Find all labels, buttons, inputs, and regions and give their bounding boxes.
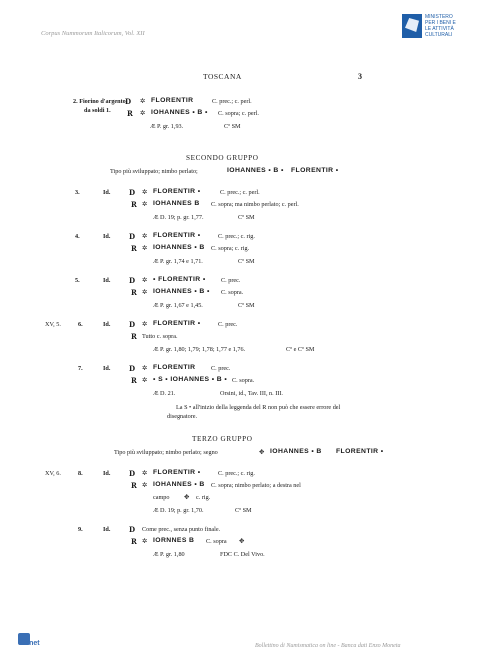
entry-6-number: 6. bbox=[78, 321, 83, 328]
entry-2-reverse-legend: IOHANNES • B • bbox=[151, 109, 208, 116]
entry-9-reverse-mark: R bbox=[131, 537, 137, 546]
group-2-legend-a: IOHANNES • B • bbox=[227, 167, 284, 174]
running-head-title: TOSCANA bbox=[203, 72, 242, 81]
entry-5-reverse-mark: R bbox=[131, 288, 137, 297]
entry-7-id: Id. bbox=[103, 365, 111, 372]
entry-7-flower-icon: ✲ bbox=[142, 364, 148, 372]
entry-7-obverse-desc: C. prec. bbox=[211, 365, 231, 372]
entry-4-obverse-legend: FLORENTIR • bbox=[153, 232, 201, 239]
entry-4-reverse-desc: C. sopra; c. rig. bbox=[211, 245, 250, 252]
entry-8-plate-ref: XV, 6. bbox=[45, 470, 61, 477]
entry-5-reverse-desc: C. sopra. bbox=[221, 289, 244, 296]
entry-6-obverse-legend: FLORENTIR • bbox=[153, 320, 201, 327]
entry-3-weight: Æ D. 19; p. gr. 1,77. bbox=[153, 214, 204, 221]
entry-8-field-desc: c. rig. bbox=[196, 494, 211, 501]
entry-3-number: 3. bbox=[75, 189, 80, 196]
entry-4-collection: Cº SM bbox=[238, 258, 255, 265]
entry-4-number: 4. bbox=[75, 233, 80, 240]
entry-6-weight: Æ P. gr. 1,80; 1,79; 1,78; 1,77 e 1,76. bbox=[153, 346, 246, 353]
page-number: 3 bbox=[358, 72, 363, 81]
entry-6-plate-ref: XV, 5. bbox=[45, 321, 61, 328]
entry-5-flower-icon: ✲ bbox=[142, 276, 148, 284]
series-title: Corpus Nummorum Italicorum, Vol. XII bbox=[41, 30, 145, 37]
entry-7-reverse-mark: R bbox=[131, 376, 137, 385]
entry-6-reverse-desc: Tutto c. sopra. bbox=[142, 333, 178, 340]
entry-5-id: Id. bbox=[103, 277, 111, 284]
entry-9-id: Id. bbox=[103, 526, 111, 533]
entry-7-note-2: disegnatore. bbox=[167, 413, 198, 420]
entry-2-weight: Æ P. gr. 1,93. bbox=[150, 123, 184, 130]
entry-3-obverse-desc: C. prec.; c. perl. bbox=[220, 189, 260, 196]
entry-2-label-2: da soldi 1. bbox=[84, 107, 111, 114]
entry-5-number: 5. bbox=[75, 277, 80, 284]
entry-7-note: La S • all'inizio della leggenda del R non può che essere errore del bbox=[176, 404, 341, 411]
entry-5-reverse-legend: IOHANNES • B • bbox=[153, 288, 210, 295]
ministry-logo bbox=[402, 14, 466, 42]
ministry-logo-text: MINISTERO PER I BENI E LE ATTIVITÀ CULTURALI bbox=[425, 14, 456, 38]
entry-2-obverse-legend: FLORENTIR bbox=[151, 97, 194, 104]
entry-3-collection: Cº SM bbox=[238, 214, 255, 221]
entry-2-flower-icon-2: ✲ bbox=[140, 109, 146, 117]
entry-3-obverse-legend: FLORENTIR • bbox=[153, 188, 201, 195]
entry-2-flower-icon: ✲ bbox=[140, 97, 146, 105]
entry-8-collection: Cº SM bbox=[235, 507, 252, 514]
group-3-sign-icon: ✥ bbox=[259, 448, 265, 456]
entry-9-obverse-mark: D bbox=[129, 525, 136, 534]
entry-4-flower-icon-2: ✲ bbox=[142, 244, 148, 252]
entry-3-obverse-mark: D bbox=[129, 188, 136, 197]
entry-3-flower-icon: ✲ bbox=[142, 188, 148, 196]
group-2-desc: Tipo più sviluppato; nimbo perlato; bbox=[110, 168, 198, 175]
group-2-legend-b: FLORENTIR • bbox=[291, 167, 339, 174]
entry-2-obverse-mark: D bbox=[125, 97, 132, 106]
entry-6-obverse-desc: C. prec. bbox=[218, 321, 238, 328]
entry-8-field-label: campo bbox=[153, 494, 170, 501]
group-3-title: TERZO GRUPPO bbox=[192, 435, 253, 443]
entry-8-id: Id. bbox=[103, 470, 111, 477]
entry-5-collection: Cº SM bbox=[238, 302, 255, 309]
entry-7-reverse-legend: • S • IOHANNES • B • bbox=[153, 376, 228, 383]
entry-5-flower-icon-2: ✲ bbox=[142, 288, 148, 296]
entry-4-obverse-mark: D bbox=[129, 232, 136, 241]
entry-9-flower-icon: ✲ bbox=[142, 537, 148, 545]
entry-7-source: Orsini, id., Tav. III, n. III. bbox=[220, 390, 283, 397]
footer-credit: Bollettino di Numismatica on line - Banca dati Enzo Moneta bbox=[255, 643, 401, 649]
entry-8-obverse-mark: D bbox=[129, 469, 136, 478]
entry-6-collection: Cº e Cº SM bbox=[286, 346, 315, 353]
entry-9-reverse-legend: IORNNES B bbox=[153, 537, 195, 544]
entry-8-number: 8. bbox=[78, 470, 83, 477]
monete-logo-text: Monet bbox=[19, 640, 40, 647]
group-3-legend-a: IOHANNES • B bbox=[270, 448, 322, 455]
entry-8-flower-icon: ✲ bbox=[142, 469, 148, 477]
entry-6-reverse-mark: R bbox=[131, 332, 137, 341]
entry-7-obverse-mark: D bbox=[129, 364, 136, 373]
entry-3-id: Id. bbox=[103, 189, 111, 196]
entry-4-id: Id. bbox=[103, 233, 111, 240]
entry-6-obverse-mark: D bbox=[129, 320, 136, 329]
entry-9-sign-icon: ✥ bbox=[239, 537, 245, 545]
entry-8-reverse-mark: R bbox=[131, 481, 137, 490]
entry-8-reverse-legend: IOHANNES • B bbox=[153, 481, 205, 488]
entry-2-label: 2. Fiorino d'argento bbox=[73, 98, 126, 105]
entry-9-weight: Æ P. gr. 1,80 bbox=[153, 551, 185, 558]
entry-4-obverse-desc: C. prec.; c. rig. bbox=[218, 233, 255, 240]
entry-8-sign-icon: ✥ bbox=[184, 493, 190, 501]
entry-8-flower-icon-2: ✲ bbox=[142, 481, 148, 489]
entry-2-collection: Cº SM bbox=[224, 123, 241, 130]
entry-3-flower-icon-2: ✲ bbox=[142, 200, 148, 208]
group-3-legend-b: FLORENTIR • bbox=[336, 448, 384, 455]
entry-8-obverse-desc: C. prec.; c. rig. bbox=[218, 470, 255, 477]
entry-8-obverse-legend: FLORENTIR • bbox=[153, 469, 201, 476]
entry-7-flower-icon-2: ✲ bbox=[142, 376, 148, 384]
entry-7-obverse-legend: FLORENTIR bbox=[153, 364, 196, 371]
entry-8-weight: Æ D. 19; p. gr. 1,70. bbox=[153, 507, 204, 514]
entry-6-id: Id. bbox=[103, 321, 111, 328]
entry-8-reverse-desc: C. sopra; nimbo perlato; a destra nel bbox=[211, 482, 301, 489]
monete-logo bbox=[18, 633, 52, 647]
entry-6-flower-icon: ✲ bbox=[142, 320, 148, 328]
entry-5-obverse-legend: • FLORENTIR • bbox=[153, 276, 206, 283]
entry-3-reverse-mark: R bbox=[131, 200, 137, 209]
entry-5-obverse-mark: D bbox=[129, 276, 136, 285]
entry-5-weight: Æ P. gr. 1,67 e 1,45. bbox=[153, 302, 203, 309]
entry-3-reverse-legend: IOHANNES B bbox=[153, 200, 200, 207]
entry-9-reverse-desc: C. sopra bbox=[206, 538, 227, 545]
entry-7-reverse-desc: C. sopra. bbox=[232, 377, 255, 384]
entry-3-reverse-desc: C. sopra; ma nimbo perlato; c. perl. bbox=[211, 201, 299, 208]
entry-7-weight: Æ D. 21. bbox=[153, 390, 176, 397]
entry-4-reverse-legend: IOHANNES • B bbox=[153, 244, 205, 251]
group-3-desc: Tipo più sviluppato; nimbo perlato; segno bbox=[114, 449, 218, 456]
entry-4-reverse-mark: R bbox=[131, 244, 137, 253]
entry-2-reverse-mark: R bbox=[127, 109, 133, 118]
entry-5-obverse-desc: C. prec. bbox=[221, 277, 241, 284]
entry-7-number: 7. bbox=[78, 365, 83, 372]
group-2-title: SECONDO GRUPPO bbox=[186, 154, 259, 162]
ministry-emblem-icon bbox=[402, 14, 422, 38]
entry-9-collection: FDC C. Del Vivo. bbox=[220, 551, 265, 558]
entry-9-obverse-desc: Come prec., senza punto finale. bbox=[142, 526, 221, 533]
entry-2-reverse-desc: C. sopra; c. perl. bbox=[218, 110, 259, 117]
entry-4-weight: Æ P. gr. 1,74 e 1,71. bbox=[153, 258, 203, 265]
entry-4-flower-icon: ✲ bbox=[142, 232, 148, 240]
entry-9-number: 9. bbox=[78, 526, 83, 533]
entry-2-obverse-desc: C. prec.; c. perl. bbox=[212, 98, 252, 105]
